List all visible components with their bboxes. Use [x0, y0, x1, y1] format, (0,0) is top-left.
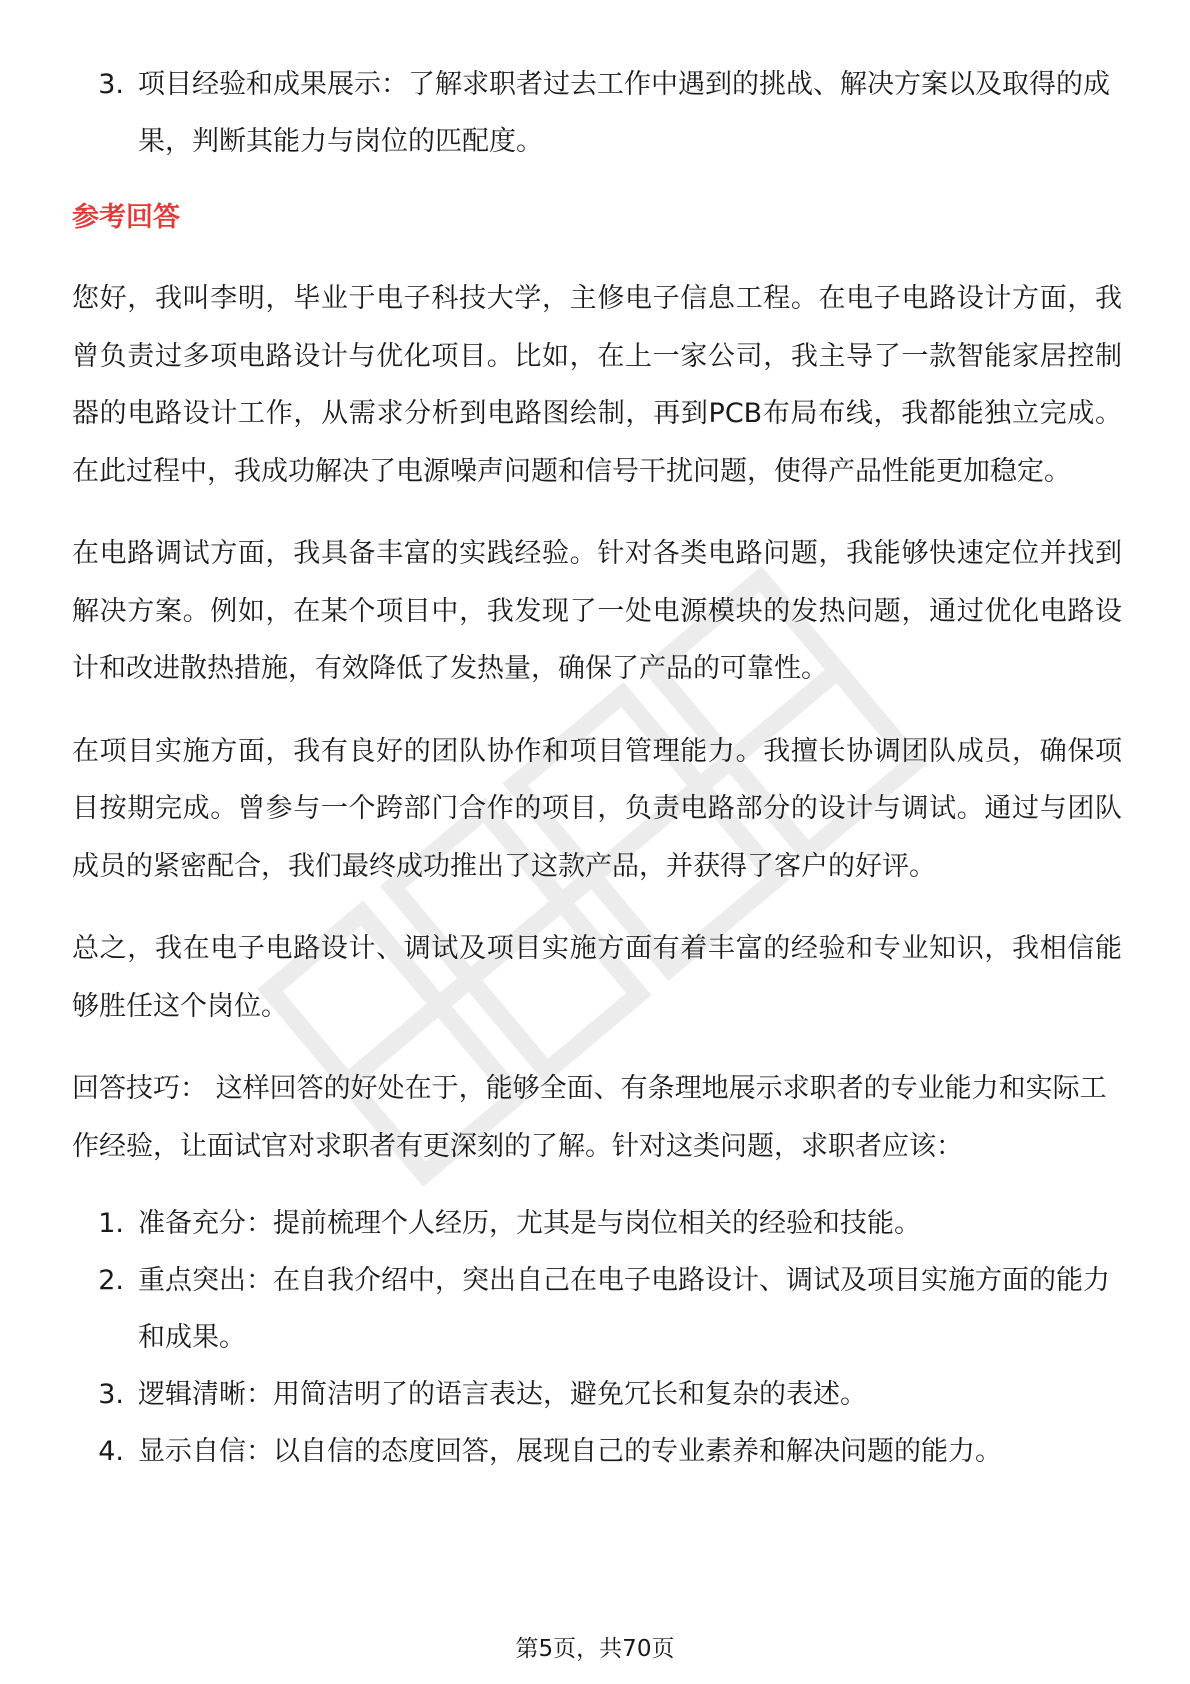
document-content: [72, 56, 1122, 1480]
list-item: [72, 56, 1122, 170]
list-text: 重点突出：在自我介绍中，突出自己在电子电路设计、调试及项目实施方面的能力和成果。: [138, 1265, 1110, 1353]
list-number: 2.: [98, 1265, 124, 1296]
list-number: 4.: [98, 1436, 124, 1467]
list-item: [72, 1366, 1122, 1423]
list-number: 3.: [98, 1379, 124, 1410]
tips-paragraph: 回答技巧： 这样回答的好处在于，能够全面、有条理地展示求职者的专业能力和实际工作经验，让面试官对求职者有更深刻的了解。针对这类问题，求职者应该：: [72, 1073, 1107, 1162]
list-item: [72, 1423, 1122, 1480]
list-item: [72, 1195, 1122, 1252]
answer-paragraph: 在电路调试方面，我具备丰富的实践经验。针对各类电路问题，我能够快速定位并找到解决方案。例如，在某个项目中，我发现了一处电源模块的发热问题，通过优化电路设计和改进散热措施，有效降低了发热量，确保了产品的可靠性。: [72, 538, 1122, 684]
list-text: 逻辑清晰：用简洁明了的语言表达，避免冗长和复杂的表述。: [138, 1379, 867, 1410]
list-text: 准备充分：提前梳理个人经历，尤其是与岗位相关的经验和技能。: [138, 1208, 921, 1239]
top-list: [72, 56, 1122, 170]
answer-paragraph: 您好，我叫李明，毕业于电子科技大学，主修电子信息工程。在电子电路设计方面，我曾负责过多项电路设计与优化项目。比如，在上一家公司，我主导了一款智能家居控制器的电路设计工作，从需求分析到电路图绘制，再到PCB布局布线，我都能独立完成。在此过程中，我成功解决了电源噪声问题和信号干扰问题，使得产品性能更加稳定。: [72, 283, 1122, 487]
answer-paragraph: 在项目实施方面，我有良好的团队协作和项目管理能力。我擅长协调团队成员，确保项目按期完成。曾参与一个跨部门合作的项目，负责电路部分的设计与调试。通过与团队成员的紧密配合，我们最终成功推出了这款产品，并获得了客户的好评。: [72, 735, 1122, 882]
tips-list: [72, 1195, 1122, 1480]
list-text: 显示自信：以自信的态度回答，展现自己的专业素养和解决问题的能力。: [138, 1436, 1002, 1467]
section-heading: 参考回答: [72, 202, 180, 233]
page-footer: 第5页，共70页: [515, 1636, 675, 1662]
list-number: 3.: [98, 69, 124, 100]
answer-paragraph: 总之，我在电子电路设计、调试及项目实施方面有着丰富的经验和专业知识，我相信能够胜任这个岗位。: [72, 933, 1122, 1022]
list-text: 项目经验和成果展示：了解求职者过去工作中遇到的挑战、解决方案以及取得的成果，判断其能力与岗位的匹配度。: [138, 69, 1110, 157]
list-number: 1.: [98, 1208, 124, 1239]
list-item: [72, 1252, 1122, 1366]
